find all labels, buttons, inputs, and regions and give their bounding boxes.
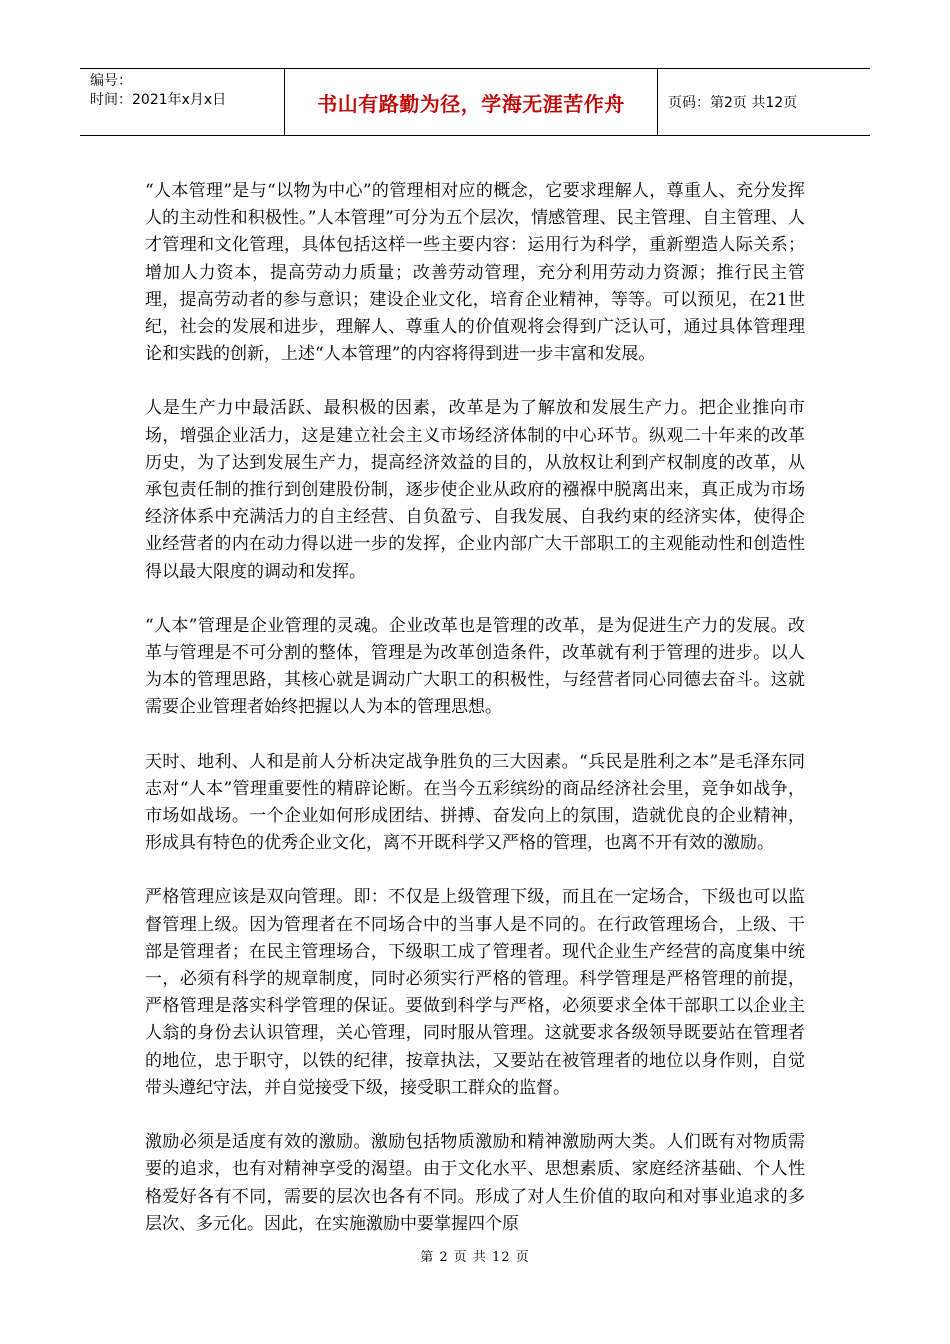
header-page-cell: [658, 69, 870, 135]
paragraph: “人本”管理是企业管理的灵魂。企业改革也是管理的改革，是为促进生产力的发展。改革与管理是不可分割的整体，管理是为改革创造条件，改革就有利于管理的进步。以人为本的管理思路，其核心就是调动广大职工的积极性，与经营者同心同德去奋斗。这就需要企业管理者始终把握以人为本的管理思想。: [145, 615, 805, 718]
header-meta-cell: [80, 69, 285, 135]
header-motto: 书山有路勤为径，学海无涯苦作舟: [317, 91, 625, 116]
header-motto-cell: [285, 69, 658, 135]
paragraph: 激励必须是适度有效的激励。激励包括物质激励和精神激励两大类。人们既有对物质需要的追求，也有对精神享受的渴望。由于文化水平、思想素质、家庭经济基础、个人性格爱好各有不同，需要的层次也各有不同。形成了对人生价值的取向和对事业追求的多层次、多元化。因此，在实施激励中要掌握四个原: [145, 1132, 805, 1234]
paragraph: 人是生产力中最活跃、最积极的因素，改革是为了解放和发展生产力。把企业推向市场，增强企业活力，这是建立社会主义市场经济体制的中心环节。纵观二十年来的改革历史，为了达到发展生产力，提高经济效益的目的，从放权让利到产权制度的改革，从承包责任制的推行到创建股份制，逐步使企业从政府的襁褓中脱离出来，真正成为市场经济体系中充满活力的自主经营、自负盈亏、自我发展、自我约束的经济实体，使得企业经营者的内在动力得以进一步的发挥，企业内部广大干部职工的主观能动性和创造性得以最大限度的调动和发挥。: [145, 398, 805, 582]
footer-page-number: 第 2 页 共 12 页: [420, 1250, 530, 1265]
document-body: [145, 178, 805, 1265]
paragraph: 天时、地利、人和是前人分析决定战争胜负的三大因素。“兵民是胜利之本”是毛泽东同志对“人本”管理重要性的精辟论断。在当今五彩缤纷的商品经济社会里，竞争如战争，市场如战场。一个企业如何形成团结、拼搏、奋发向上的氛围，造就优良的企业精神，形成具有特色的优秀企业文化，离不开既科学又严格的管理，也离不开有效的激励。: [145, 751, 805, 854]
header-page-info: 页码：第2页 共12页: [668, 95, 798, 111]
page-footer: [0, 1246, 950, 1265]
document-time: 时间：2021年x月x日: [90, 92, 227, 108]
document-number-label: 编号：: [90, 73, 132, 89]
page-header: [80, 68, 870, 136]
paragraph: 严格管理应该是双向管理。即：不仅是上级管理下级，而且在一定场合，下级也可以监督管理上级。因为管理者在不同场合中的当事人是不同的。在行政管理场合，上级、干部是管理者；在民主管理场合，下级职工成了管理者。现代企业生产经营的高度集中统一，必须有科学的规章制度，同时必须实行严格的管理。科学管理是严格管理的前提，严格管理是落实科学管理的保证。要做到科学与严格，必须要求全体干部职工以企业主人翁的身份去认识管理，关心管理，同时服从管理。这就要求各级领导既要站在管理者的地位，忠于职守，以铁的纪律，按章执法，又要站在被管理者的地位以身作则，自觉带头遵纪守法，并自觉接受下级，接受职工群众的监督。: [145, 887, 805, 1098]
paragraph: “人本管理”是与“以物为中心”的管理相对应的概念，它要求理解人，尊重人、充分发挥人的主动性和积极性。”人本管理”可分为五个层次，情感管理、民主管理、自主管理、人才管理和文化管理，具体包括这样一些主要内容：运用行为科学，重新塑造人际关系；增加人力资本，提高劳动力质量；改善劳动管理，充分利用劳动力资源；推行民主管理，提高劳动者的参与意识；建设企业文化，培育企业精神，等等。可以预见，在21世纪，社会的发展和进步，理解人、尊重人的价值观将会得到广泛认可，通过具体管理理论和实践的创新，上述“人本管理”的内容将得到进一步丰富和发展。: [145, 181, 805, 365]
